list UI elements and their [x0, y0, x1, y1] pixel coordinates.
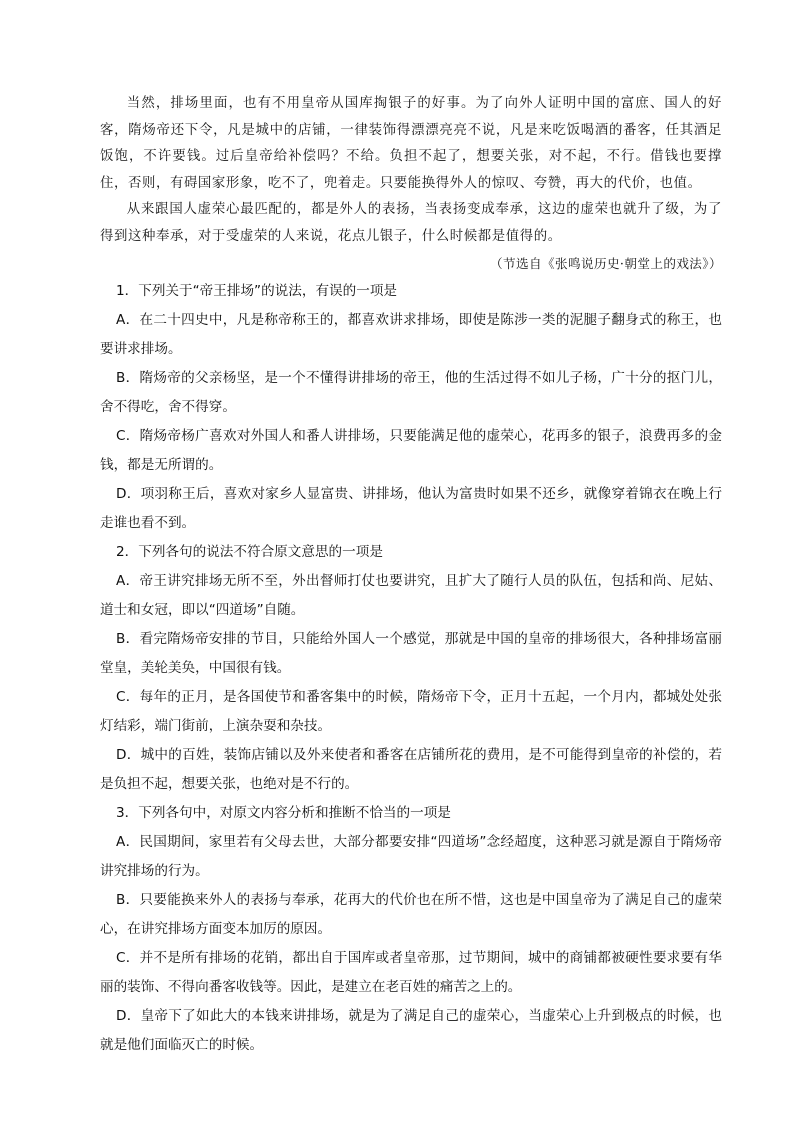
option-b: B．看完隋炀帝安排的节目，只能给外国人一个感觉，那就是中国的皇帝的排场很大，各种排场富丽堂皇，美轮美奂，中国很有钱。: [100, 631, 722, 676]
option-c: C．隋炀帝杨广喜欢对外国人和番人讲排场，只要能满足他的虚荣心，花再多的银子，浪费再多的金钱，都是无所谓的。: [100, 428, 722, 473]
reading-passage: [100, 91, 722, 277]
question-3: [100, 799, 722, 1060]
passage-paragraph: 当然，排场里面，也有不用皇帝从国库掏银子的好事。为了向外人证明中国的富庶、国人的好客，隋炀帝还下令，凡是城中的店铺，一律装饰得漂漂亮亮不说，凡是来吃饭喝酒的番客，任其酒足饭饱，不许要钱。过后皇帝给补偿吗？不给。负担不起了，想要关张，对不起，不行。借钱也要撑住，否则，有碍国家形象，吃不了，兜着走。只要能换得外人的惊叹、夸赞，再大的代价，也值。: [100, 96, 722, 191]
option-c: C．并不是所有排场的花销，都出自于国库或者皇帝那，过节期间，城中的商铺都被硬性要求要有华丽的装饰、不得向番客收钱等。因此，是建立在老百姓的痛苦之上的。: [100, 950, 722, 995]
option-d: D．项羽称王后，喜欢对家乡人显富贵、讲排场，他认为富贵时如果不还乡，就像穿着锦衣在晚上行走谁也看不到。: [100, 486, 722, 531]
passage-source: （节选自《张鸣说历史·朝堂上的戏法》）: [490, 256, 722, 271]
option-b: B．隋炀帝的父亲杨坚，是一个不懂得讲排场的帝王，他的生活过得不如儿子杨，广十分的抠门儿，舍不得吃，舍不得穿。: [100, 370, 722, 415]
option-a: A．帝王讲究排场无所不至，外出督师打仗也要讲究，且扩大了随行人员的队伍，包括和尚、尼姑、道士和女冠，即以“四道场”自随。: [100, 573, 722, 618]
question-stem: 1．下列关于“帝王排场”的说法，有误的一项是: [116, 283, 398, 299]
question-1: [100, 277, 722, 538]
option-d: D．皇帝下了如此大的本钱来讲排场，就是为了满足自己的虚荣心，当虚荣心上升到极点的时候，也就是他们面临灭亡的时候。: [100, 1008, 722, 1053]
option-c: C．每年的正月，是各国使节和番客集中的时候，隋炀帝下令，正月十五起，一个月内，都城处处张灯结彩，端门街前，上演杂耍和杂技。: [100, 689, 722, 734]
option-a: A．在二十四史中，凡是称帝称王的，都喜欢讲求排场，即使是陈涉一类的泥腿子翻身式的称王，也要讲求排场。: [100, 312, 722, 357]
question-stem: 2．下列各句的说法不符合原文意思的一项是: [116, 544, 383, 560]
option-b: B．只要能换来外人的表扬与奉承，花再大的代价也在所不惜，这也是中国皇帝为了满足自己的虚荣心，在讲究排场方面变本加厉的原因。: [100, 892, 722, 937]
passage-paragraph: 从来跟国人虚荣心最匹配的，都是外人的表扬，当表扬变成奉承，这边的虚荣也就升了级，为了得到这种奉承，对于受虚荣的人来说，花点儿银子，什么时候都是值得的。: [100, 202, 722, 244]
question-stem: 3．下列各句中，对原文内容分析和推断不恰当的一项是: [116, 805, 451, 821]
question-2: [100, 538, 722, 799]
option-d: D．城中的百姓，装饰店铺以及外来使者和番客在店铺所花的费用，是不可能得到皇帝的补偿的，若是负担不起，想要关张，也绝对是不行的。: [100, 747, 722, 792]
option-a: A．民国期间，家里若有父母去世，大部分都要安排“四道场”念经超度，这种恶习就是源自于隋炀帝讲究排场的行为。: [100, 834, 722, 879]
